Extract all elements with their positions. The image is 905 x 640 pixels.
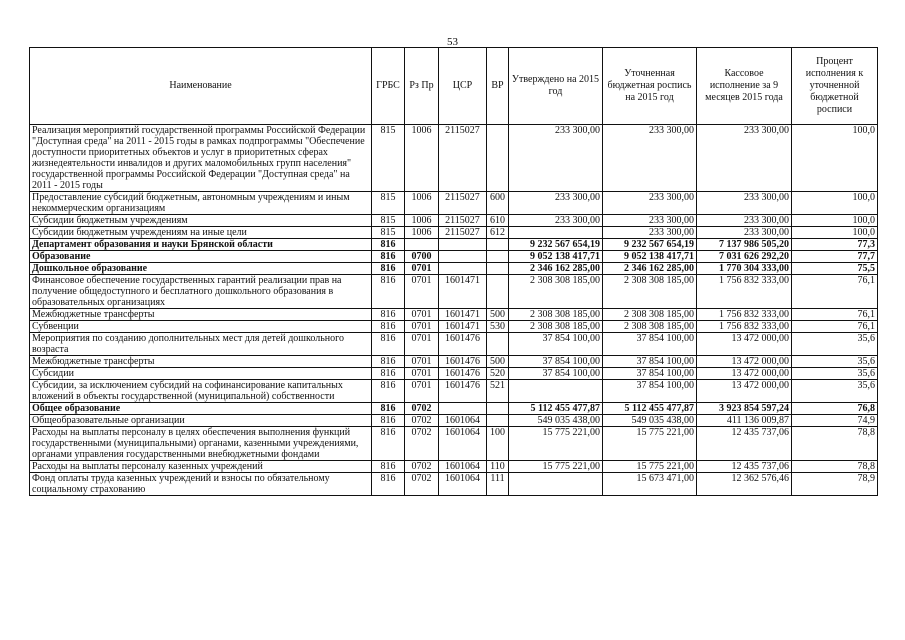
cell-cash: 13 472 000,00	[697, 333, 792, 356]
table-row	[30, 275, 878, 309]
cell-rzpr: 0702	[405, 403, 439, 415]
cell-refined: 2 346 162 285,00	[603, 263, 697, 275]
cell-grbs: 816	[372, 333, 405, 356]
cell-cash: 12 362 576,46	[697, 473, 792, 496]
cell-percent: 74,9	[792, 415, 878, 427]
cell-name: Расходы на выплаты персоналу казенных учреждений	[30, 461, 372, 473]
table-row	[30, 227, 878, 239]
cell-rzpr: 0701	[405, 368, 439, 380]
cell-grbs: 816	[372, 275, 405, 309]
col-header-cash: Кассовое исполнение за 9 месяцев 2015 года	[697, 48, 792, 125]
cell-csr	[439, 263, 487, 275]
cell-name: Департамент образования и науки Брянской области	[30, 239, 372, 251]
cell-grbs: 816	[372, 251, 405, 263]
cell-name: Образование	[30, 251, 372, 263]
cell-percent: 100,0	[792, 227, 878, 239]
budget-execution-table	[29, 47, 878, 496]
cell-vr: 520	[487, 368, 509, 380]
cell-approved	[509, 227, 603, 239]
cell-approved: 2 308 308 185,00	[509, 309, 603, 321]
cell-grbs: 816	[372, 321, 405, 333]
cell-name: Субсидии	[30, 368, 372, 380]
cell-csr: 1601064	[439, 461, 487, 473]
cell-cash: 12 435 737,06	[697, 427, 792, 461]
cell-approved: 2 346 162 285,00	[509, 263, 603, 275]
cell-csr: 1601471	[439, 309, 487, 321]
table-row	[30, 309, 878, 321]
cell-approved: 233 300,00	[509, 192, 603, 215]
cell-grbs: 816	[372, 263, 405, 275]
cell-grbs: 816	[372, 403, 405, 415]
cell-rzpr: 0700	[405, 251, 439, 263]
cell-cash: 411 136 009,87	[697, 415, 792, 427]
cell-refined: 2 308 308 185,00	[603, 309, 697, 321]
cell-approved: 233 300,00	[509, 215, 603, 227]
table-row	[30, 333, 878, 356]
cell-refined: 5 112 455 477,87	[603, 403, 697, 415]
cell-vr: 100	[487, 427, 509, 461]
cell-percent: 76,1	[792, 321, 878, 333]
cell-vr: 500	[487, 309, 509, 321]
cell-vr	[487, 415, 509, 427]
table-row	[30, 192, 878, 215]
cell-rzpr: 1006	[405, 125, 439, 192]
cell-percent: 78,8	[792, 461, 878, 473]
table-row	[30, 356, 878, 368]
cell-vr	[487, 125, 509, 192]
cell-cash: 13 472 000,00	[697, 356, 792, 368]
table-row	[30, 427, 878, 461]
cell-rzpr: 0701	[405, 263, 439, 275]
cell-vr: 521	[487, 380, 509, 403]
table-row	[30, 321, 878, 333]
table-row	[30, 461, 878, 473]
cell-csr: 1601064	[439, 415, 487, 427]
cell-refined: 233 300,00	[603, 215, 697, 227]
cell-percent: 77,3	[792, 239, 878, 251]
cell-percent: 76,1	[792, 275, 878, 309]
table-header-row	[30, 48, 878, 125]
cell-percent: 76,8	[792, 403, 878, 415]
cell-rzpr: 1006	[405, 215, 439, 227]
cell-grbs: 815	[372, 192, 405, 215]
col-header-csr: ЦСР	[439, 48, 487, 125]
cell-csr: 1601064	[439, 473, 487, 496]
cell-name: Субсидии бюджетным учреждениям	[30, 215, 372, 227]
cell-vr: 500	[487, 356, 509, 368]
cell-refined: 233 300,00	[603, 192, 697, 215]
cell-percent: 76,1	[792, 309, 878, 321]
cell-cash: 13 472 000,00	[697, 368, 792, 380]
table-row	[30, 251, 878, 263]
cell-percent: 35,6	[792, 333, 878, 356]
cell-approved	[509, 380, 603, 403]
cell-percent: 35,6	[792, 368, 878, 380]
cell-vr: 612	[487, 227, 509, 239]
cell-rzpr	[405, 239, 439, 251]
cell-approved: 15 775 221,00	[509, 461, 603, 473]
cell-approved	[509, 473, 603, 496]
cell-vr: 600	[487, 192, 509, 215]
cell-rzpr: 0701	[405, 356, 439, 368]
cell-cash: 1 756 832 333,00	[697, 309, 792, 321]
cell-refined: 37 854 100,00	[603, 356, 697, 368]
col-header-grbs: ГРБС	[372, 48, 405, 125]
cell-percent: 100,0	[792, 215, 878, 227]
cell-grbs: 816	[372, 356, 405, 368]
cell-rzpr: 0701	[405, 309, 439, 321]
cell-approved: 37 854 100,00	[509, 356, 603, 368]
cell-rzpr: 0702	[405, 427, 439, 461]
cell-approved: 5 112 455 477,87	[509, 403, 603, 415]
cell-vr: 110	[487, 461, 509, 473]
cell-csr: 1601476	[439, 333, 487, 356]
cell-name: Общее образование	[30, 403, 372, 415]
cell-name: Общеобразовательные организации	[30, 415, 372, 427]
col-header-approved: Утверждено на 2015 год	[509, 48, 603, 125]
cell-csr	[439, 251, 487, 263]
cell-csr: 1601476	[439, 380, 487, 403]
cell-vr	[487, 263, 509, 275]
cell-name: Мероприятия по созданию дополнительных мест для детей дошкольного возраста	[30, 333, 372, 356]
cell-approved: 2 308 308 185,00	[509, 275, 603, 309]
cell-refined: 233 300,00	[603, 227, 697, 239]
cell-csr: 1601471	[439, 321, 487, 333]
cell-cash: 1 756 832 333,00	[697, 275, 792, 309]
table-row	[30, 415, 878, 427]
col-header-percent: Процент исполнения к уточненной бюджетной росписи	[792, 48, 878, 125]
cell-rzpr: 1006	[405, 192, 439, 215]
table-row	[30, 125, 878, 192]
cell-rzpr: 0701	[405, 380, 439, 403]
cell-cash: 233 300,00	[697, 125, 792, 192]
cell-approved: 2 308 308 185,00	[509, 321, 603, 333]
cell-rzpr: 0702	[405, 415, 439, 427]
cell-percent: 100,0	[792, 192, 878, 215]
cell-approved: 15 775 221,00	[509, 427, 603, 461]
cell-grbs: 816	[372, 427, 405, 461]
table-row	[30, 215, 878, 227]
cell-cash: 233 300,00	[697, 227, 792, 239]
cell-refined: 15 673 471,00	[603, 473, 697, 496]
cell-refined: 549 035 438,00	[603, 415, 697, 427]
cell-name: Дошкольное образование	[30, 263, 372, 275]
cell-approved: 37 854 100,00	[509, 333, 603, 356]
cell-grbs: 816	[372, 309, 405, 321]
cell-refined: 2 308 308 185,00	[603, 321, 697, 333]
cell-grbs: 816	[372, 368, 405, 380]
cell-csr: 2115027	[439, 215, 487, 227]
cell-approved: 549 035 438,00	[509, 415, 603, 427]
cell-cash: 7 137 986 505,20	[697, 239, 792, 251]
cell-percent: 78,8	[792, 427, 878, 461]
cell-csr	[439, 403, 487, 415]
cell-name: Межбюджетные трансферты	[30, 309, 372, 321]
cell-refined: 15 775 221,00	[603, 461, 697, 473]
cell-vr	[487, 239, 509, 251]
cell-grbs: 816	[372, 461, 405, 473]
cell-vr: 530	[487, 321, 509, 333]
cell-grbs: 816	[372, 239, 405, 251]
cell-cash: 3 923 854 597,24	[697, 403, 792, 415]
cell-vr	[487, 333, 509, 356]
cell-csr: 2115027	[439, 192, 487, 215]
cell-csr: 1601476	[439, 356, 487, 368]
table-row	[30, 263, 878, 275]
cell-vr: 111	[487, 473, 509, 496]
table-row	[30, 239, 878, 251]
cell-grbs: 815	[372, 227, 405, 239]
cell-rzpr: 1006	[405, 227, 439, 239]
cell-grbs: 816	[372, 380, 405, 403]
cell-rzpr: 0702	[405, 473, 439, 496]
cell-vr	[487, 275, 509, 309]
cell-refined: 37 854 100,00	[603, 333, 697, 356]
cell-csr: 1601064	[439, 427, 487, 461]
cell-csr: 2115027	[439, 227, 487, 239]
cell-name: Субсидии бюджетным учреждениям на иные цели	[30, 227, 372, 239]
cell-cash: 13 472 000,00	[697, 380, 792, 403]
cell-name: Субвенции	[30, 321, 372, 333]
cell-percent: 35,6	[792, 380, 878, 403]
cell-approved: 9 052 138 417,71	[509, 251, 603, 263]
cell-csr	[439, 239, 487, 251]
table-row	[30, 403, 878, 415]
cell-grbs: 816	[372, 415, 405, 427]
cell-grbs: 815	[372, 125, 405, 192]
cell-name: Реализация мероприятий государственной программы Российской Федерации "Доступная среда" на 2011 - 2015 годы в рамках подпрограммы "Обеспечение доступности приоритетных объектов и услуг в приоритетных сферах жизнедеятельности инвалидов и других маломобильных групп населения" государственной программы Российской Федерации "Доступная среда" на 2011 - 2015 годы	[30, 125, 372, 192]
cell-percent: 78,9	[792, 473, 878, 496]
cell-name: Расходы на выплаты персоналу в целях обеспечения выполнения функций государственными (муниципальными) органами, казенными учреждениями, органами управления государственными внебюджетными фондами	[30, 427, 372, 461]
cell-refined: 37 854 100,00	[603, 368, 697, 380]
cell-csr: 1601476	[439, 368, 487, 380]
col-header-vr: ВР	[487, 48, 509, 125]
cell-name: Фонд оплаты труда казенных учреждений и взносы по обязательному социальному страхованию	[30, 473, 372, 496]
cell-csr: 1601471	[439, 275, 487, 309]
table-body	[30, 125, 878, 496]
cell-refined: 37 854 100,00	[603, 380, 697, 403]
cell-approved: 37 854 100,00	[509, 368, 603, 380]
cell-refined: 2 308 308 185,00	[603, 275, 697, 309]
table-row	[30, 380, 878, 403]
cell-percent: 100,0	[792, 125, 878, 192]
cell-cash: 7 031 626 292,20	[697, 251, 792, 263]
cell-rzpr: 0702	[405, 461, 439, 473]
page-number: 53	[447, 36, 458, 48]
cell-grbs: 816	[372, 473, 405, 496]
cell-approved: 9 232 567 654,19	[509, 239, 603, 251]
cell-name: Субсидии, за исключением субсидий на софинансирование капитальных вложений в объекты государственной (муниципальной) собственности	[30, 380, 372, 403]
cell-name: Предоставление субсидий бюджетным, автономным учреждениям и иным некоммерческим организациям	[30, 192, 372, 215]
cell-cash: 12 435 737,06	[697, 461, 792, 473]
cell-name: Межбюджетные трансферты	[30, 356, 372, 368]
cell-refined: 15 775 221,00	[603, 427, 697, 461]
col-header-rzpr: Рз Пр	[405, 48, 439, 125]
cell-cash: 1 756 832 333,00	[697, 321, 792, 333]
cell-vr	[487, 251, 509, 263]
cell-cash: 233 300,00	[697, 215, 792, 227]
cell-percent: 75,5	[792, 263, 878, 275]
cell-refined: 9 052 138 417,71	[603, 251, 697, 263]
cell-percent: 35,6	[792, 356, 878, 368]
cell-rzpr: 0701	[405, 321, 439, 333]
cell-refined: 9 232 567 654,19	[603, 239, 697, 251]
cell-refined: 233 300,00	[603, 125, 697, 192]
cell-rzpr: 0701	[405, 333, 439, 356]
cell-cash: 233 300,00	[697, 192, 792, 215]
table-row	[30, 368, 878, 380]
cell-vr: 610	[487, 215, 509, 227]
col-header-name: Наименование	[30, 48, 372, 125]
cell-percent: 77,7	[792, 251, 878, 263]
cell-name: Финансовое обеспечение государственных гарантий реализации прав на получение общедоступного и бесплатного дошкольного образования в образовательных организациях	[30, 275, 372, 309]
table-row	[30, 473, 878, 496]
cell-csr: 2115027	[439, 125, 487, 192]
cell-grbs: 815	[372, 215, 405, 227]
cell-vr	[487, 403, 509, 415]
cell-approved: 233 300,00	[509, 125, 603, 192]
col-header-refined: Уточненная бюджетная роспись на 2015 год	[603, 48, 697, 125]
cell-rzpr: 0701	[405, 275, 439, 309]
cell-cash: 1 770 304 333,00	[697, 263, 792, 275]
